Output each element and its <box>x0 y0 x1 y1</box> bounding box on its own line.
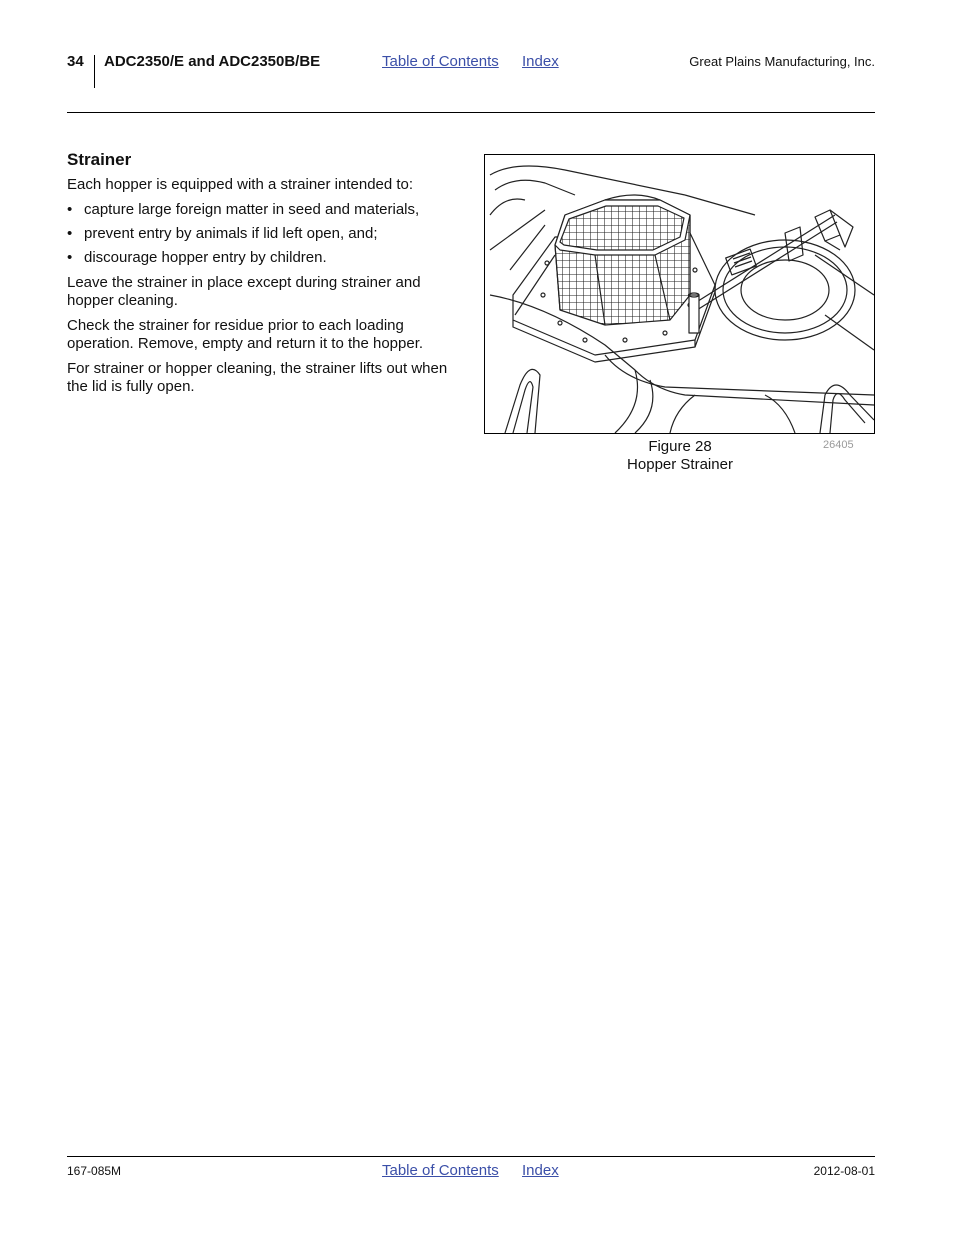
purpose-list <box>67 201 462 267</box>
figure-label: Figure 28 <box>648 438 712 455</box>
figure-reference-number: 26405 <box>823 439 854 451</box>
figure-caption <box>600 438 760 474</box>
figure-title: Hopper Strainer <box>627 456 733 473</box>
header-toc-link[interactable]: Table of Contents <box>382 53 499 70</box>
section-title: Strainer <box>67 150 132 169</box>
hopper-strainer-illustration <box>485 155 874 433</box>
manual-model-title: ADC2350/E and ADC2350B/BE <box>104 53 321 70</box>
list-item-text: prevent entry by animals if lid left open, and; <box>84 225 378 242</box>
page-number: 34 <box>67 53 84 70</box>
intro-paragraph: Each hopper is equipped with a strainer intended to: <box>67 176 414 193</box>
body-paragraph: Leave the strainer in place except during strainer and hopper cleaning. <box>67 274 421 309</box>
list-item <box>67 201 462 219</box>
list-item-text: capture large foreign matter in seed and materials, <box>84 201 420 218</box>
footer-toc-link[interactable]: Table of Contents <box>382 1162 499 1179</box>
list-item <box>67 225 462 243</box>
bullet-icon: • <box>67 225 73 242</box>
bullet-icon: • <box>67 249 73 266</box>
hopper-strainer-figure <box>484 154 875 434</box>
strainer-section <box>67 150 462 403</box>
body-paragraph: Check the strainer for residue prior to each loading operation. Remove, empty and return it to the hopper. <box>67 317 424 352</box>
bullet-icon: • <box>67 201 73 218</box>
footer-rule <box>67 1156 875 1157</box>
header-rule <box>67 112 875 113</box>
footer-index-link[interactable]: Index <box>522 1162 559 1179</box>
list-item <box>67 249 462 267</box>
header-index-link[interactable]: Index <box>522 53 559 70</box>
header-divider <box>94 55 95 88</box>
company-name: Great Plains Manufacturing, Inc. <box>689 54 875 69</box>
publication-date: 2012-08-01 <box>813 1164 875 1178</box>
body-paragraph: For strainer or hopper cleaning, the strainer lifts out when the lid is fully open. <box>67 360 448 395</box>
list-item-text: discourage hopper entry by children. <box>84 249 327 266</box>
document-number: 167-085M <box>67 1164 122 1178</box>
